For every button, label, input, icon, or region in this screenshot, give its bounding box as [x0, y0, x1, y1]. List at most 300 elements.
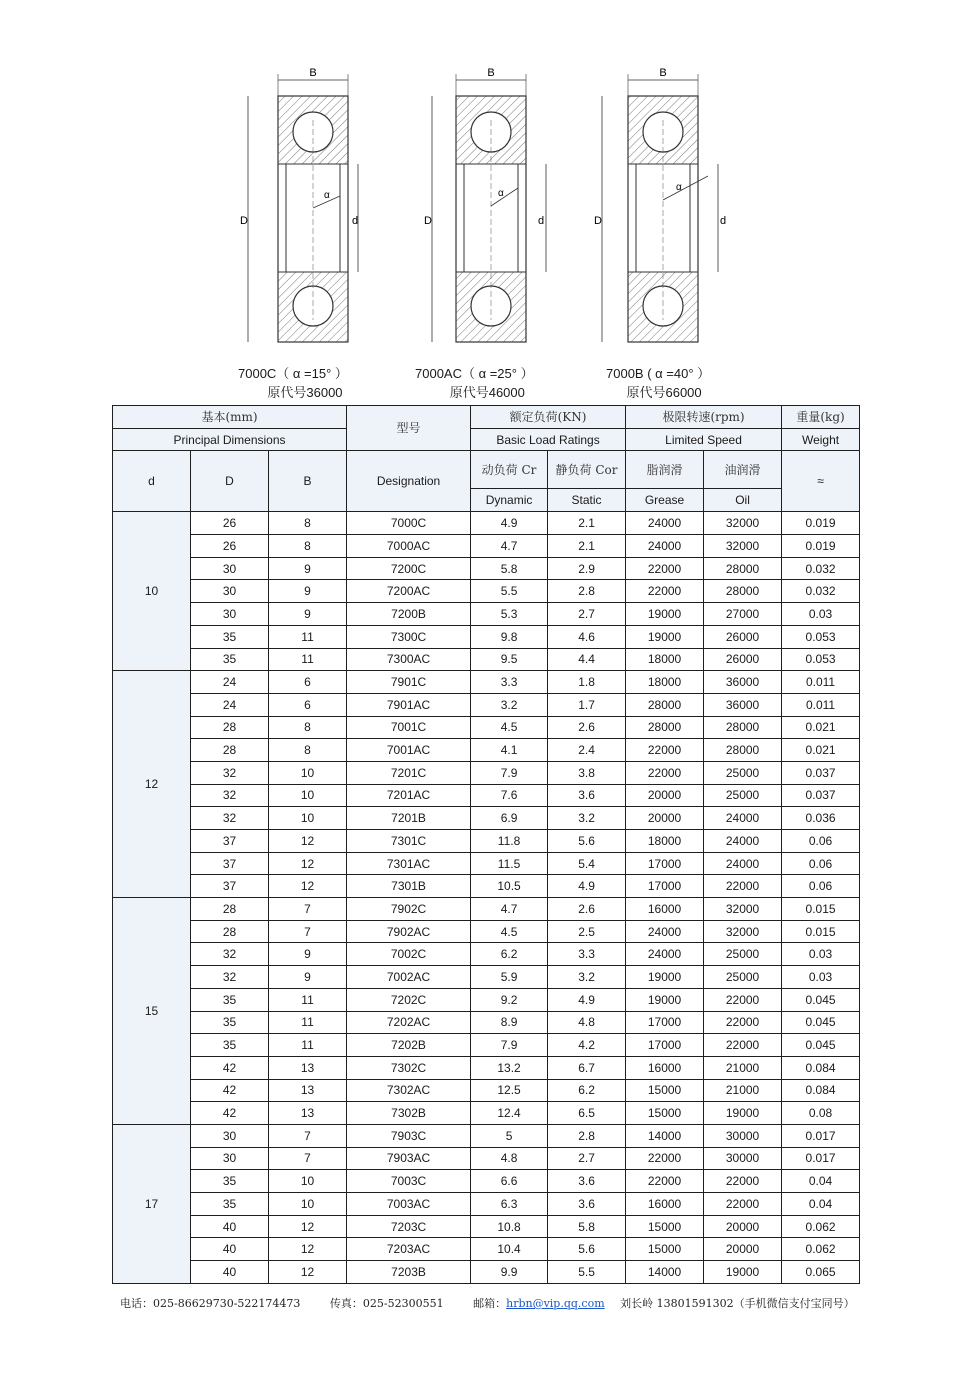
cell-B: 13	[269, 1102, 347, 1125]
cell-dynamic: 7.9	[471, 761, 548, 784]
header-weight-cn: 重量(kg)	[782, 406, 860, 429]
diagram-old-code: 原代号46000	[449, 385, 525, 400]
cell-grease-speed: 28000	[626, 693, 704, 716]
cell-weight: 0.011	[782, 693, 860, 716]
table-row	[113, 875, 860, 898]
cell-D: 28	[191, 898, 269, 921]
cell-designation: 7302C	[347, 1056, 471, 1079]
cell-static: 3.3	[548, 943, 626, 966]
cell-B: 8	[269, 739, 347, 762]
table-row	[113, 830, 860, 853]
svg-text:α: α	[498, 188, 504, 199]
cell-grease-speed: 15000	[626, 1102, 704, 1125]
cell-oil-speed: 25000	[704, 761, 782, 784]
cell-grease-speed: 19000	[626, 966, 704, 989]
table-row	[113, 1193, 860, 1216]
header-designation-cn: 型号	[347, 406, 471, 451]
table-row	[113, 852, 860, 875]
cell-grease-speed: 16000	[626, 1056, 704, 1079]
cell-grease-speed: 17000	[626, 852, 704, 875]
cell-D: 30	[191, 580, 269, 603]
table-row	[113, 1011, 860, 1034]
cell-weight: 0.021	[782, 739, 860, 762]
table-row	[113, 1102, 860, 1125]
cell-grease-speed: 19000	[626, 603, 704, 626]
cell-oil-speed: 26000	[704, 625, 782, 648]
table-row	[113, 716, 860, 739]
cell-dynamic: 9.8	[471, 625, 548, 648]
header-speed-en: Limited Speed	[626, 428, 782, 451]
cell-grease-speed: 22000	[626, 1170, 704, 1193]
cell-static: 5.8	[548, 1215, 626, 1238]
cell-oil-speed: 21000	[704, 1056, 782, 1079]
cell-grease-speed: 16000	[626, 898, 704, 921]
cell-oil-speed: 32000	[704, 920, 782, 943]
cell-D: 35	[191, 625, 269, 648]
cell-D: 30	[191, 1124, 269, 1147]
cell-D: 30	[191, 557, 269, 580]
header-static-cn: 静负荷 Cor	[548, 451, 626, 489]
cell-B: 9	[269, 943, 347, 966]
cell-oil-speed: 30000	[704, 1147, 782, 1170]
contact-footer	[120, 1295, 881, 1311]
bearing-diagram-7000ac	[420, 60, 550, 350]
table-row	[113, 603, 860, 626]
cell-designation: 7903AC	[347, 1147, 471, 1170]
cell-oil-speed: 32000	[704, 898, 782, 921]
cell-dynamic: 10.4	[471, 1238, 548, 1261]
cell-designation: 7002AC	[347, 966, 471, 989]
svg-text:α: α	[324, 190, 330, 201]
svg-text:B: B	[659, 67, 667, 79]
cell-B: 10	[269, 1170, 347, 1193]
cell-static: 2.8	[548, 1124, 626, 1147]
table-row	[113, 535, 860, 558]
cell-B: 7	[269, 920, 347, 943]
cell-static: 2.6	[548, 716, 626, 739]
cell-oil-speed: 20000	[704, 1215, 782, 1238]
cell-B: 9	[269, 557, 347, 580]
cell-weight: 0.062	[782, 1215, 860, 1238]
cell-D: 35	[191, 1011, 269, 1034]
header-load-cn: 额定负荷(KN)	[471, 406, 626, 429]
cell-weight: 0.045	[782, 988, 860, 1011]
cell-B: 10	[269, 784, 347, 807]
cell-B: 7	[269, 1147, 347, 1170]
cell-oil-speed: 25000	[704, 943, 782, 966]
cell-dynamic: 4.7	[471, 535, 548, 558]
cell-D: 28	[191, 716, 269, 739]
cell-D: 35	[191, 1193, 269, 1216]
cell-static: 5.6	[548, 1238, 626, 1261]
cell-B: 13	[269, 1079, 347, 1102]
svg-text:α: α	[676, 182, 682, 193]
cell-D: 32	[191, 943, 269, 966]
cell-D: 42	[191, 1079, 269, 1102]
cell-designation: 7301C	[347, 830, 471, 853]
cell-B: 9	[269, 966, 347, 989]
footer-phone: 电话：025-86629730-522174473	[120, 1297, 301, 1310]
cell-static: 3.6	[548, 1193, 626, 1216]
cell-B: 11	[269, 1034, 347, 1057]
table-row	[113, 784, 860, 807]
header-weight-en: Weight	[782, 428, 860, 451]
cell-designation: 7301B	[347, 875, 471, 898]
cell-weight: 0.021	[782, 716, 860, 739]
header-dynamic-en: Dynamic	[471, 489, 548, 512]
cell-oil-speed: 22000	[704, 1193, 782, 1216]
header-grease-cn: 脂润滑	[626, 451, 704, 489]
cell-oil-speed: 22000	[704, 1170, 782, 1193]
cell-grease-speed: 19000	[626, 988, 704, 1011]
cell-designation: 7003AC	[347, 1193, 471, 1216]
cell-designation: 7200C	[347, 557, 471, 580]
cell-weight: 0.06	[782, 852, 860, 875]
cell-oil-speed: 22000	[704, 875, 782, 898]
cell-grease-speed: 15000	[626, 1238, 704, 1261]
cell-dynamic: 5.8	[471, 557, 548, 580]
table-row	[113, 988, 860, 1011]
cell-B: 13	[269, 1056, 347, 1079]
table-row	[113, 693, 860, 716]
cell-static: 5.4	[548, 852, 626, 875]
table-row	[113, 557, 860, 580]
cell-dynamic: 7.6	[471, 784, 548, 807]
cell-static: 4.9	[548, 875, 626, 898]
cell-grease-speed: 22000	[626, 580, 704, 603]
cell-grease-speed: 15000	[626, 1079, 704, 1102]
svg-text:D: D	[240, 215, 248, 227]
bearing-cross-section	[420, 60, 550, 350]
cell-designation: 7901C	[347, 671, 471, 694]
cell-designation: 7203C	[347, 1215, 471, 1238]
diagram-old-code: 原代号36000	[267, 385, 343, 400]
cell-D: 30	[191, 1147, 269, 1170]
cell-designation: 7200B	[347, 603, 471, 626]
cell-dynamic: 13.2	[471, 1056, 548, 1079]
cell-oil-speed: 26000	[704, 648, 782, 671]
cell-static: 3.8	[548, 761, 626, 784]
cell-B: 11	[269, 1011, 347, 1034]
cell-oil-speed: 24000	[704, 852, 782, 875]
cell-static: 2.6	[548, 898, 626, 921]
cell-weight: 0.03	[782, 943, 860, 966]
cell-weight: 0.032	[782, 557, 860, 580]
cell-B: 8	[269, 535, 347, 558]
cell-grease-speed: 18000	[626, 671, 704, 694]
cell-weight: 0.045	[782, 1034, 860, 1057]
cell-dynamic: 9.5	[471, 648, 548, 671]
cell-oil-speed: 21000	[704, 1079, 782, 1102]
cell-oil-speed: 32000	[704, 535, 782, 558]
cell-D: 40	[191, 1238, 269, 1261]
cell-static: 6.7	[548, 1056, 626, 1079]
cell-oil-speed: 19000	[704, 1261, 782, 1284]
cell-dynamic: 10.8	[471, 1215, 548, 1238]
cell-designation: 7000AC	[347, 535, 471, 558]
cell-static: 2.5	[548, 920, 626, 943]
cell-weight: 0.04	[782, 1170, 860, 1193]
group-bore-d: 10	[113, 512, 191, 671]
header-grease-en: Grease	[626, 489, 704, 512]
table-row	[113, 1170, 860, 1193]
table-row	[113, 1238, 860, 1261]
cell-designation: 7000C	[347, 512, 471, 535]
cell-grease-speed: 17000	[626, 875, 704, 898]
cell-dynamic: 5.5	[471, 580, 548, 603]
svg-text:B: B	[309, 67, 317, 79]
header-designation-en: Designation	[347, 451, 471, 512]
cell-weight: 0.045	[782, 1011, 860, 1034]
cell-dynamic: 4.1	[471, 739, 548, 762]
cell-static: 2.7	[548, 1147, 626, 1170]
cell-static: 4.6	[548, 625, 626, 648]
cell-D: 35	[191, 988, 269, 1011]
diagram-type-label: 7000AC（ α =25° ）	[415, 366, 534, 381]
cell-static: 6.5	[548, 1102, 626, 1125]
cell-dynamic: 3.2	[471, 693, 548, 716]
cell-oil-speed: 36000	[704, 671, 782, 694]
cell-designation: 7302AC	[347, 1079, 471, 1102]
cell-oil-speed: 32000	[704, 512, 782, 535]
cell-B: 12	[269, 1238, 347, 1261]
cell-weight: 0.032	[782, 580, 860, 603]
cell-grease-speed: 14000	[626, 1124, 704, 1147]
header-dims-cn: 基本(mm)	[113, 406, 347, 429]
cell-D: 24	[191, 671, 269, 694]
cell-dynamic: 4.9	[471, 512, 548, 535]
cell-oil-speed: 22000	[704, 1034, 782, 1057]
cell-dynamic: 6.6	[471, 1170, 548, 1193]
cell-oil-speed: 19000	[704, 1102, 782, 1125]
cell-grease-speed: 22000	[626, 739, 704, 762]
cell-D: 42	[191, 1102, 269, 1125]
header-approx: ≈	[782, 451, 860, 512]
cell-designation: 7300AC	[347, 648, 471, 671]
cell-B: 12	[269, 830, 347, 853]
cell-D: 26	[191, 512, 269, 535]
cell-static: 2.4	[548, 739, 626, 762]
diagram-title-7000c	[238, 363, 348, 401]
svg-text:d: d	[538, 215, 545, 227]
cell-D: 32	[191, 966, 269, 989]
table-row	[113, 966, 860, 989]
bearing-cross-section	[236, 60, 366, 350]
cell-designation: 7202AC	[347, 1011, 471, 1034]
cell-designation: 7201B	[347, 807, 471, 830]
cell-grease-speed: 17000	[626, 1011, 704, 1034]
cell-oil-speed: 36000	[704, 693, 782, 716]
cell-D: 32	[191, 784, 269, 807]
cell-grease-speed: 18000	[626, 648, 704, 671]
table-row	[113, 807, 860, 830]
cell-grease-speed: 20000	[626, 784, 704, 807]
cell-dynamic: 4.5	[471, 716, 548, 739]
header-col-d: d	[113, 451, 191, 512]
cell-B: 9	[269, 580, 347, 603]
table-row	[113, 1124, 860, 1147]
cell-B: 9	[269, 603, 347, 626]
table-row	[113, 943, 860, 966]
cell-D: 26	[191, 535, 269, 558]
cell-dynamic: 10.5	[471, 875, 548, 898]
cell-B: 10	[269, 761, 347, 784]
bearing-diagram-7000c	[236, 60, 366, 350]
cell-B: 8	[269, 716, 347, 739]
cell-grease-speed: 24000	[626, 920, 704, 943]
cell-designation: 7300C	[347, 625, 471, 648]
cell-weight: 0.017	[782, 1124, 860, 1147]
table-row	[113, 1215, 860, 1238]
svg-text:d: d	[352, 215, 359, 227]
cell-static: 3.6	[548, 1170, 626, 1193]
cell-dynamic: 5.9	[471, 966, 548, 989]
cell-weight: 0.06	[782, 875, 860, 898]
cell-grease-speed: 24000	[626, 535, 704, 558]
cell-designation: 7901AC	[347, 693, 471, 716]
cell-weight: 0.015	[782, 898, 860, 921]
cell-B: 7	[269, 1124, 347, 1147]
table-row	[113, 920, 860, 943]
cell-designation: 7203AC	[347, 1238, 471, 1261]
table-row	[113, 739, 860, 762]
cell-designation: 7001C	[347, 716, 471, 739]
cell-designation: 7002C	[347, 943, 471, 966]
cell-grease-speed: 17000	[626, 1034, 704, 1057]
cell-B: 7	[269, 898, 347, 921]
table-row	[113, 761, 860, 784]
cell-grease-speed: 18000	[626, 830, 704, 853]
footer-email-label: 邮箱：	[473, 1297, 507, 1310]
cell-D: 35	[191, 1034, 269, 1057]
cell-static: 6.2	[548, 1079, 626, 1102]
diagram-type-label: 7000B ( α =40° ）	[606, 366, 711, 381]
footer-email-link[interactable]: hrbn@vip.qq.com	[506, 1297, 605, 1310]
table-row	[113, 1261, 860, 1284]
cell-dynamic: 8.9	[471, 1011, 548, 1034]
cell-weight: 0.019	[782, 512, 860, 535]
cell-D: 35	[191, 1170, 269, 1193]
cell-B: 10	[269, 1193, 347, 1216]
cell-B: 6	[269, 671, 347, 694]
diagram-type-label: 7000C（ α =15° ）	[238, 366, 348, 381]
table-row	[113, 1079, 860, 1102]
header-oil-cn: 油润滑	[704, 451, 782, 489]
cell-static: 2.1	[548, 512, 626, 535]
cell-static: 4.8	[548, 1011, 626, 1034]
cell-static: 5.6	[548, 830, 626, 853]
cell-grease-speed: 15000	[626, 1215, 704, 1238]
cell-grease-speed: 22000	[626, 761, 704, 784]
diagram-title-7000ac	[415, 363, 534, 401]
group-bore-d: 17	[113, 1124, 191, 1283]
cell-weight: 0.084	[782, 1079, 860, 1102]
diagram-title-7000b	[606, 363, 710, 401]
header-dims-en: Principal Dimensions	[113, 428, 347, 451]
group-bore-d: 12	[113, 671, 191, 898]
cell-grease-speed: 24000	[626, 943, 704, 966]
cell-dynamic: 6.2	[471, 943, 548, 966]
header-load-en: Basic Load Ratings	[471, 428, 626, 451]
cell-oil-speed: 25000	[704, 784, 782, 807]
header-oil-en: Oil	[704, 489, 782, 512]
table-row	[113, 1034, 860, 1057]
cell-dynamic: 4.7	[471, 898, 548, 921]
cell-static: 3.6	[548, 784, 626, 807]
table-row	[113, 648, 860, 671]
cell-B: 12	[269, 1215, 347, 1238]
cell-weight: 0.036	[782, 807, 860, 830]
cell-designation: 7301AC	[347, 852, 471, 875]
cell-grease-speed: 22000	[626, 1147, 704, 1170]
cell-static: 2.9	[548, 557, 626, 580]
cell-designation: 7201C	[347, 761, 471, 784]
cell-grease-speed: 14000	[626, 1261, 704, 1284]
svg-text:D: D	[424, 215, 432, 227]
cell-designation: 7202B	[347, 1034, 471, 1057]
cell-dynamic: 9.9	[471, 1261, 548, 1284]
cell-weight: 0.053	[782, 648, 860, 671]
cell-designation: 7200AC	[347, 580, 471, 603]
cell-dynamic: 12.4	[471, 1102, 548, 1125]
cell-D: 28	[191, 739, 269, 762]
cell-D: 35	[191, 648, 269, 671]
cell-dynamic: 3.3	[471, 671, 548, 694]
table-row	[113, 671, 860, 694]
cell-grease-speed: 20000	[626, 807, 704, 830]
cell-dynamic: 11.5	[471, 852, 548, 875]
cell-D: 37	[191, 830, 269, 853]
cell-oil-speed: 22000	[704, 988, 782, 1011]
cell-B: 8	[269, 512, 347, 535]
cell-B: 11	[269, 988, 347, 1011]
cell-dynamic: 5	[471, 1124, 548, 1147]
cell-grease-speed: 22000	[626, 557, 704, 580]
cell-designation: 7302B	[347, 1102, 471, 1125]
cell-weight: 0.037	[782, 784, 860, 807]
footer-contact: 刘长岭 13801591302（手机微信支付宝同号）	[620, 1297, 855, 1310]
cell-designation: 7902AC	[347, 920, 471, 943]
cell-dynamic: 6.3	[471, 1193, 548, 1216]
cell-static: 4.9	[548, 988, 626, 1011]
cell-dynamic: 11.8	[471, 830, 548, 853]
header-speed-cn: 极限转速(rpm)	[626, 406, 782, 429]
cell-D: 42	[191, 1056, 269, 1079]
cell-weight: 0.04	[782, 1193, 860, 1216]
cell-oil-speed: 27000	[704, 603, 782, 626]
cell-static: 1.7	[548, 693, 626, 716]
cell-static: 3.2	[548, 807, 626, 830]
cell-static: 4.2	[548, 1034, 626, 1057]
cell-D: 32	[191, 807, 269, 830]
cell-weight: 0.019	[782, 535, 860, 558]
cell-static: 2.1	[548, 535, 626, 558]
diagram-old-code: 原代号66000	[626, 385, 702, 400]
cell-dynamic: 6.9	[471, 807, 548, 830]
cell-oil-speed: 20000	[704, 1238, 782, 1261]
cell-B: 10	[269, 807, 347, 830]
table-row	[113, 1056, 860, 1079]
cell-dynamic: 4.5	[471, 920, 548, 943]
cell-weight: 0.037	[782, 761, 860, 784]
cell-oil-speed: 28000	[704, 716, 782, 739]
cell-grease-speed: 24000	[626, 512, 704, 535]
cell-weight: 0.017	[782, 1147, 860, 1170]
cell-static: 2.7	[548, 603, 626, 626]
header-dynamic-cn: 动负荷 Cr	[471, 451, 548, 489]
cell-B: 12	[269, 875, 347, 898]
cell-grease-speed: 28000	[626, 716, 704, 739]
